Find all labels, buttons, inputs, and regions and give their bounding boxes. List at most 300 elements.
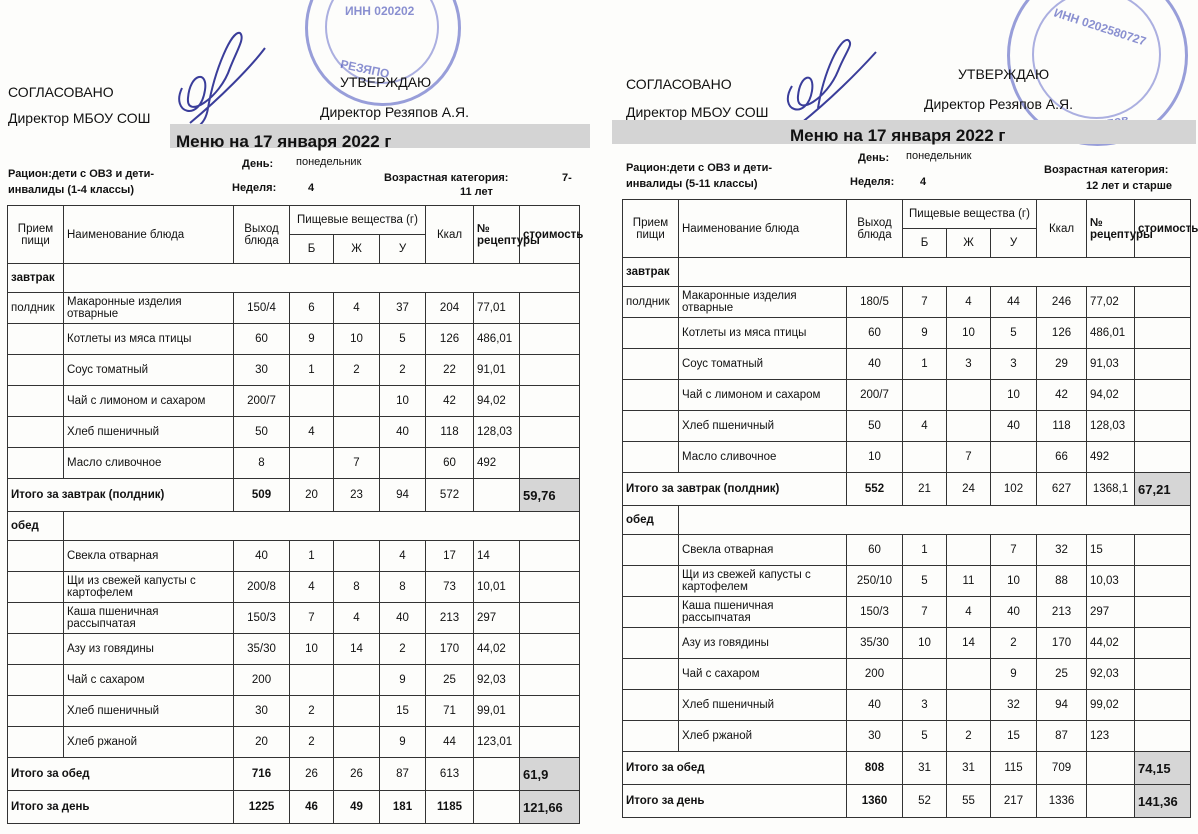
week-value: 4 [308, 182, 315, 194]
dish-protein [290, 448, 334, 479]
dish-name: Чай с сахаром [64, 665, 234, 696]
dish-output: 150/3 [234, 603, 290, 634]
meal-cell [623, 442, 679, 473]
dish-protein [903, 380, 947, 411]
signature [160, 28, 270, 138]
header-meal: Прием пищи [623, 200, 679, 258]
day-value: понедельник [296, 156, 362, 168]
dish-kcal: 60 [426, 448, 474, 479]
dish-fat: 7 [947, 442, 991, 473]
dish-cost [1135, 690, 1191, 721]
dish-recipe: 91,01 [474, 355, 520, 386]
dish-protein [903, 659, 947, 690]
dish-output: 20 [234, 727, 290, 758]
header-kcal: Ккал [426, 206, 474, 264]
dish-recipe: 44,02 [1087, 628, 1135, 659]
dish-output: 35/30 [234, 634, 290, 665]
dish-output: 200/7 [847, 380, 903, 411]
table-row [623, 318, 1191, 349]
dish-cost [1135, 659, 1191, 690]
dish-cost [520, 727, 580, 758]
dish-recipe: 99,02 [1087, 690, 1135, 721]
dish-name: Чай с лимоном и сахаром [679, 380, 847, 411]
table-row [623, 411, 1191, 442]
approved-label: СОГЛАСОВАНО [626, 76, 732, 92]
dish-name: Хлеб пшеничный [64, 417, 234, 448]
dish-cost [520, 665, 580, 696]
age-value-a: 7- [562, 172, 572, 184]
dish-recipe: 492 [474, 448, 520, 479]
breakfast-total-label: Итого за завтрак (полдник) [623, 473, 847, 506]
dish-kcal: 246 [1037, 287, 1087, 318]
dish-recipe: 123,01 [474, 727, 520, 758]
dish-output: 40 [847, 690, 903, 721]
dish-kcal: 118 [1037, 411, 1087, 442]
dish-output: 10 [847, 442, 903, 473]
meal-cell [623, 535, 679, 566]
dish-kcal: 22 [426, 355, 474, 386]
dish-name: Чай с лимоном и сахаром [64, 386, 234, 417]
dish-output: 30 [234, 696, 290, 727]
dish-output: 60 [847, 318, 903, 349]
dish-kcal: 204 [426, 293, 474, 324]
dish-fat [947, 380, 991, 411]
menu-table [622, 199, 1198, 818]
director-name: Директор Резяпов А.Я. [924, 96, 1073, 112]
lunch-total-cost: 61,9 [520, 758, 580, 791]
dish-cost [1135, 349, 1191, 380]
day-total-kcal: 1336 [1037, 785, 1087, 818]
dish-kcal: 44 [426, 727, 474, 758]
dish-kcal: 213 [426, 603, 474, 634]
header-protein: Б [290, 235, 334, 264]
dish-cost [520, 572, 580, 603]
day-total-out: 1225 [234, 791, 290, 824]
lunch-total-rec [1087, 752, 1135, 785]
dish-protein: 5 [903, 721, 947, 752]
dish-kcal: 25 [1037, 659, 1087, 690]
meal-cell [8, 603, 64, 634]
section-lunch: обед [623, 506, 679, 535]
dish-fat [947, 535, 991, 566]
dish-fat: 10 [334, 324, 380, 355]
dish-output: 150/3 [847, 597, 903, 628]
breakfast-total-cost: 59,76 [520, 479, 580, 512]
dish-recipe: 123 [1087, 721, 1135, 752]
dish-name: Соус томатный [679, 349, 847, 380]
breakfast-total-u: 94 [380, 479, 426, 512]
breakfast-total-rec [474, 479, 520, 512]
dish-carbs [991, 442, 1037, 473]
dish-output: 200/7 [234, 386, 290, 417]
table-row [8, 355, 580, 386]
approved-label: СОГЛАСОВАНО [8, 84, 114, 100]
dish-carbs: 15 [991, 721, 1037, 752]
dish-cost [520, 386, 580, 417]
lunch-total-rec [474, 758, 520, 791]
dish-kcal: 71 [426, 696, 474, 727]
header-meal: Прием пищи [8, 206, 64, 264]
header-fat: Ж [334, 235, 380, 264]
dish-recipe: 92,03 [1087, 659, 1135, 690]
dish-carbs: 44 [991, 287, 1037, 318]
lunch-total-u: 115 [991, 752, 1037, 785]
approve-label: УТВЕРЖДАЮ [958, 66, 1050, 82]
dish-name: Котлеты из мяса птицы [679, 318, 847, 349]
dish-carbs: 2 [380, 355, 426, 386]
meal-cell [8, 665, 64, 696]
dish-fat: 8 [334, 572, 380, 603]
table-row [623, 597, 1191, 628]
dish-protein: 3 [903, 690, 947, 721]
dish-protein: 1 [290, 541, 334, 572]
dish-output: 60 [234, 324, 290, 355]
dish-protein: 7 [903, 597, 947, 628]
dish-fat [334, 417, 380, 448]
dish-recipe: 297 [474, 603, 520, 634]
table-row [623, 349, 1191, 380]
dish-kcal: 42 [426, 386, 474, 417]
meal-cell [8, 541, 64, 572]
dish-cost [520, 448, 580, 479]
table-row [623, 628, 1191, 659]
day-total-zh: 55 [947, 785, 991, 818]
header-output: Выход блюда [847, 200, 903, 258]
lunch-total-out: 808 [847, 752, 903, 785]
table-row [8, 572, 580, 603]
dish-cost [520, 417, 580, 448]
dish-cost [1135, 535, 1191, 566]
table-row [8, 696, 580, 727]
day-total-label: Итого за день [623, 785, 847, 818]
dish-protein: 4 [290, 417, 334, 448]
dish-cost [520, 603, 580, 634]
dish-fat: 4 [947, 597, 991, 628]
header-cost: стоимость [1135, 200, 1191, 258]
dish-kcal: 126 [1037, 318, 1087, 349]
dish-name: Азу из говядины [64, 634, 234, 665]
header-cost: стоимость [520, 206, 580, 264]
dish-fat: 14 [947, 628, 991, 659]
table-row [8, 541, 580, 572]
dish-cost [1135, 566, 1191, 597]
dish-output: 180/5 [847, 287, 903, 318]
dish-output: 250/10 [847, 566, 903, 597]
meal-cell: полдник [8, 293, 64, 324]
dish-output: 200 [234, 665, 290, 696]
meal-cell [623, 628, 679, 659]
director-name: Директор Резяпов А.Я. [320, 104, 469, 120]
breakfast-total-cost: 67,21 [1135, 473, 1191, 506]
dish-output: 30 [234, 355, 290, 386]
dish-name: Свекла отварная [64, 541, 234, 572]
day-label: День: [242, 158, 274, 170]
header-protein: Б [903, 229, 947, 258]
day-total-label: Итого за день [8, 791, 234, 824]
meal-cell [8, 417, 64, 448]
dish-output: 200/8 [234, 572, 290, 603]
meal-cell [8, 696, 64, 727]
dish-name: Хлеб пшеничный [679, 690, 847, 721]
dish-cost [520, 541, 580, 572]
dish-fat [334, 541, 380, 572]
dish-carbs: 9 [991, 659, 1037, 690]
section-breakfast: завтрак [623, 258, 679, 287]
meal-cell [623, 721, 679, 752]
dish-cost [520, 324, 580, 355]
dish-recipe: 44,02 [474, 634, 520, 665]
lunch-total-zh: 31 [947, 752, 991, 785]
dish-fat: 4 [334, 293, 380, 324]
dish-carbs: 37 [380, 293, 426, 324]
dish-kcal: 118 [426, 417, 474, 448]
dish-recipe: 14 [474, 541, 520, 572]
lunch-total-b: 31 [903, 752, 947, 785]
dish-fat [947, 411, 991, 442]
dish-kcal: 170 [1037, 628, 1087, 659]
dish-protein [903, 442, 947, 473]
dish-cost [520, 696, 580, 727]
breakfast-total-b: 20 [290, 479, 334, 512]
breakfast-total-out: 509 [234, 479, 290, 512]
dish-carbs: 7 [991, 535, 1037, 566]
dish-fat: 7 [334, 448, 380, 479]
day-total-rec [474, 791, 520, 824]
dish-name: Каша пшеничная рассыпчатая [64, 603, 234, 634]
header-output: Выход блюда [234, 206, 290, 264]
lunch-total-zh: 26 [334, 758, 380, 791]
dish-protein: 9 [290, 324, 334, 355]
meal-cell [8, 386, 64, 417]
dish-output: 50 [847, 411, 903, 442]
menu-title: Меню на 17 января 2022 г [790, 126, 1006, 145]
dish-name: Свекла отварная [679, 535, 847, 566]
table-row [623, 566, 1191, 597]
dish-name: Хлеб пшеничный [64, 696, 234, 727]
dish-kcal: 73 [426, 572, 474, 603]
day-total-cost: 121,66 [520, 791, 580, 824]
dish-carbs: 9 [380, 665, 426, 696]
dish-fat [947, 659, 991, 690]
breakfast-total-out: 552 [847, 473, 903, 506]
breakfast-total-b: 21 [903, 473, 947, 506]
lunch-total-b: 26 [290, 758, 334, 791]
meal-cell [8, 448, 64, 479]
day-value: понедельник [906, 150, 972, 162]
dish-name: Масло сливочное [679, 442, 847, 473]
dish-protein: 9 [903, 318, 947, 349]
dish-recipe: 10,01 [474, 572, 520, 603]
header-nutrients: Пищевые вещества (г) [290, 206, 426, 235]
dish-output: 40 [234, 541, 290, 572]
dish-output: 50 [234, 417, 290, 448]
dish-name: Щи из свежей капусты с картофелем [64, 572, 234, 603]
dish-fat [334, 665, 380, 696]
table-row [8, 448, 580, 479]
meal-cell [623, 349, 679, 380]
breakfast-total-rec: 1368,1 [1087, 473, 1135, 506]
meal-cell [623, 318, 679, 349]
table-row [623, 442, 1191, 473]
dish-output: 8 [234, 448, 290, 479]
lunch-total-kcal: 613 [426, 758, 474, 791]
meal-cell [623, 659, 679, 690]
header-carbs: У [380, 235, 426, 264]
dish-kcal: 94 [1037, 690, 1087, 721]
meal-cell [8, 324, 64, 355]
dish-fat: 14 [334, 634, 380, 665]
header-dish: Наименование блюда [64, 206, 234, 264]
day-total-zh: 49 [334, 791, 380, 824]
table-row [8, 603, 580, 634]
dish-output: 40 [847, 349, 903, 380]
dish-protein: 4 [290, 572, 334, 603]
dish-kcal: 42 [1037, 380, 1087, 411]
dish-recipe: 94,02 [1087, 380, 1135, 411]
week-label: Неделя: [850, 176, 895, 188]
dish-fat: 2 [947, 721, 991, 752]
dish-fat: 4 [334, 603, 380, 634]
dish-name: Соус томатный [64, 355, 234, 386]
meal-cell [623, 566, 679, 597]
dish-name: Азу из говядины [679, 628, 847, 659]
breakfast-total-u: 102 [991, 473, 1037, 506]
dish-cost [520, 634, 580, 665]
dish-recipe: 128,03 [1087, 411, 1135, 442]
menu-sheet-right [612, 0, 1196, 834]
lunch-total-label: Итого за обед [8, 758, 234, 791]
dish-name: Макаронные изделия отварные [679, 287, 847, 318]
dish-recipe: 77,02 [1087, 287, 1135, 318]
dish-protein: 2 [290, 696, 334, 727]
section-breakfast-fill [679, 258, 1191, 287]
dish-cost [1135, 318, 1191, 349]
dish-recipe: 486,01 [474, 324, 520, 355]
ration-line2: инвалиды (1-4 классы) [8, 184, 134, 196]
dish-cost [1135, 411, 1191, 442]
dish-cost [1135, 628, 1191, 659]
dish-protein: 4 [903, 411, 947, 442]
dish-recipe: 77,01 [474, 293, 520, 324]
stamp-inn-text: ИНН 020202 [345, 4, 415, 18]
dish-output: 60 [847, 535, 903, 566]
dish-carbs: 10 [991, 566, 1037, 597]
dish-cost [1135, 721, 1191, 752]
dish-kcal: 25 [426, 665, 474, 696]
dish-fat: 10 [947, 318, 991, 349]
dish-fat: 3 [947, 349, 991, 380]
menu-sheet-left [0, 0, 590, 834]
dish-output: 200 [847, 659, 903, 690]
menu-title: Меню на 17 января 2022 г [176, 132, 392, 151]
dish-carbs: 5 [380, 324, 426, 355]
menu-table [7, 205, 584, 824]
breakfast-total-kcal: 572 [426, 479, 474, 512]
dish-name: Котлеты из мяса птицы [64, 324, 234, 355]
table-row [8, 324, 580, 355]
dish-carbs: 5 [991, 318, 1037, 349]
dish-name: Щи из свежей капусты с картофелем [679, 566, 847, 597]
dish-kcal: 88 [1037, 566, 1087, 597]
dish-fat [334, 696, 380, 727]
header-dish: Наименование блюда [679, 200, 847, 258]
approve-label: УТВЕРЖДАЮ [340, 74, 432, 90]
day-total-out: 1360 [847, 785, 903, 818]
table-row [623, 535, 1191, 566]
dish-carbs: 10 [380, 386, 426, 417]
dish-protein: 1 [903, 535, 947, 566]
day-label: День: [858, 152, 890, 164]
week-label: Неделя: [232, 182, 277, 194]
lunch-total-label: Итого за обед [623, 752, 847, 785]
dish-carbs [380, 448, 426, 479]
table-row [8, 417, 580, 448]
dish-carbs: 40 [991, 411, 1037, 442]
dish-fat [334, 386, 380, 417]
meal-cell [623, 380, 679, 411]
meal-cell [8, 355, 64, 386]
dish-kcal: 87 [1037, 721, 1087, 752]
dish-recipe: 492 [1087, 442, 1135, 473]
day-total-rec [1087, 785, 1135, 818]
dish-name: Каша пшеничная рассыпчатая [679, 597, 847, 628]
dish-fat: 4 [947, 287, 991, 318]
dish-protein: 1 [290, 355, 334, 386]
meal-cell [8, 572, 64, 603]
dish-cost [1135, 287, 1191, 318]
dish-recipe: 94,02 [474, 386, 520, 417]
week-value: 4 [920, 176, 927, 188]
header-fat: Ж [947, 229, 991, 258]
dish-cost [1135, 380, 1191, 411]
stamp-word-text: РЕЗЯПО [339, 56, 391, 82]
meal-cell [623, 597, 679, 628]
dish-kcal: 29 [1037, 349, 1087, 380]
header-nutrients: Пищевые вещества (г) [903, 200, 1037, 229]
dish-output: 35/30 [847, 628, 903, 659]
table-row [623, 287, 1191, 318]
dish-output: 150/4 [234, 293, 290, 324]
dish-protein: 1 [903, 349, 947, 380]
breakfast-total-label: Итого за завтрак (полдник) [8, 479, 234, 512]
table-row [623, 659, 1191, 690]
dish-cost [1135, 442, 1191, 473]
dish-recipe: 99,01 [474, 696, 520, 727]
age-value: 12 лет и старше [1086, 180, 1172, 192]
table-row [8, 665, 580, 696]
section-lunch-fill [64, 512, 580, 541]
dish-protein: 6 [290, 293, 334, 324]
dish-protein: 10 [290, 634, 334, 665]
section-breakfast-fill [64, 264, 580, 293]
dish-carbs: 3 [991, 349, 1037, 380]
lunch-total-out: 716 [234, 758, 290, 791]
meal-cell: полдник [623, 287, 679, 318]
dish-carbs: 2 [380, 634, 426, 665]
dish-fat [947, 690, 991, 721]
dish-recipe: 10,03 [1087, 566, 1135, 597]
day-total-u: 181 [380, 791, 426, 824]
ration-line1: Рацион:дети с ОВЗ и дети- [626, 162, 773, 174]
dish-cost [1135, 597, 1191, 628]
director-school: Директор МБОУ СОШ [626, 104, 769, 120]
day-total-u: 217 [991, 785, 1037, 818]
dish-protein [290, 665, 334, 696]
dish-recipe: 91,03 [1087, 349, 1135, 380]
dish-cost [520, 293, 580, 324]
dish-carbs: 40 [380, 603, 426, 634]
age-value-b: 11 лет [460, 186, 493, 198]
